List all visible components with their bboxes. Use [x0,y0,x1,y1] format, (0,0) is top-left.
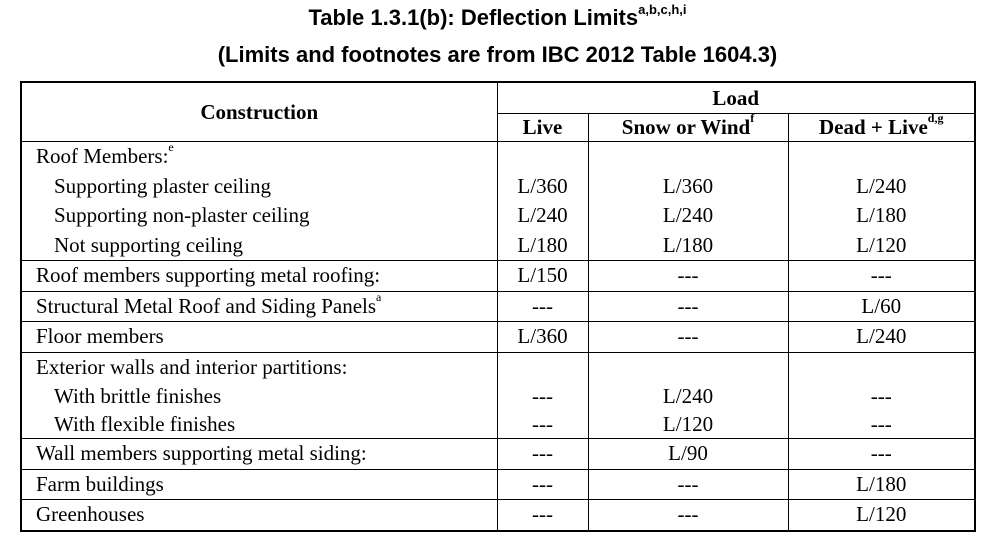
row-label: With flexible finishes [54,412,236,436]
cell-dead-live: L/240 [788,322,975,353]
cell-live: --- [497,439,588,470]
row-label: Structural Metal Roof and Siding Panels$^a$ [21,291,497,322]
cell-snow-wind: --- [588,291,788,322]
table-row [21,291,975,322]
table-row [21,142,975,261]
table-title-text: Table 1.3.1(b): Deflection Limits [308,5,639,30]
row-label-roof-members: Roof Members:$^e$ Supporting plaster ceiling Supporting non-plaster ceiling Not supporting ceiling [21,142,497,261]
cell-snow-wind: --- [588,261,788,292]
row-label: Floor members [21,322,497,353]
table-row [21,500,975,531]
cell-live: --- [497,469,588,500]
header-snow-wind: Snow or Wind$^f$ [588,114,788,142]
table-subtitle: (Limits and footnotes are from IBC 2012 Table 1604.3) [217,42,778,67]
cell-live: --- [497,500,588,531]
cell-snow-wind: L/360 L/240 L/180 [588,142,788,261]
table-row [21,352,975,439]
row-label: Farm buildings [21,469,497,500]
cell-snow-wind: --- [588,322,788,353]
row-label: With brittle finishes [54,384,222,408]
cell-live: --- [497,291,588,322]
row-label: Roof members supporting metal roofing: [21,261,497,292]
table-row [21,439,975,470]
cell-dead-live: L/240 L/180 L/120 [788,142,975,261]
table-title [0,1,995,31]
row-label: Wall members supporting metal siding: [21,439,497,470]
cell-dead-live: L/120 [788,500,975,531]
header-live: Live [497,114,588,142]
cell-dead-live: L/180 [788,469,975,500]
cell-dead-live: --- --- [788,352,975,439]
cell-live: L/360 L/240 L/180 [497,142,588,261]
table-title-footnote: a,b,c,h,i [638,1,687,17]
header-load: Load [497,82,975,114]
row-label: Greenhouses [21,500,497,531]
table-row [21,322,975,353]
cell-snow-wind: --- [588,469,788,500]
row-label: Not supporting ceiling [54,232,243,257]
cell-live: --- --- [497,352,588,439]
table-row [21,261,975,292]
header-dead-live: Dead + Live$^{d,g}$ [788,114,975,142]
cell-live: L/150 [497,261,588,292]
deflection-limits-table [20,81,976,532]
row-label-walls: Exterior walls and interior partitions: With brittle finishes With flexible finishes [21,352,497,439]
cell-snow-wind: L/90 [588,439,788,470]
row-label: Supporting non-plaster ceiling [54,203,310,227]
header-construction: Construction [21,82,497,142]
cell-dead-live: L/60 [788,291,975,322]
cell-snow-wind: --- [588,500,788,531]
cell-dead-live: --- [788,261,975,292]
cell-dead-live: --- [788,439,975,470]
cell-snow-wind: L/240 L/120 [588,352,788,439]
table-row [21,469,975,500]
row-label: Supporting plaster ceiling [54,173,271,198]
cell-live: L/360 [497,322,588,353]
